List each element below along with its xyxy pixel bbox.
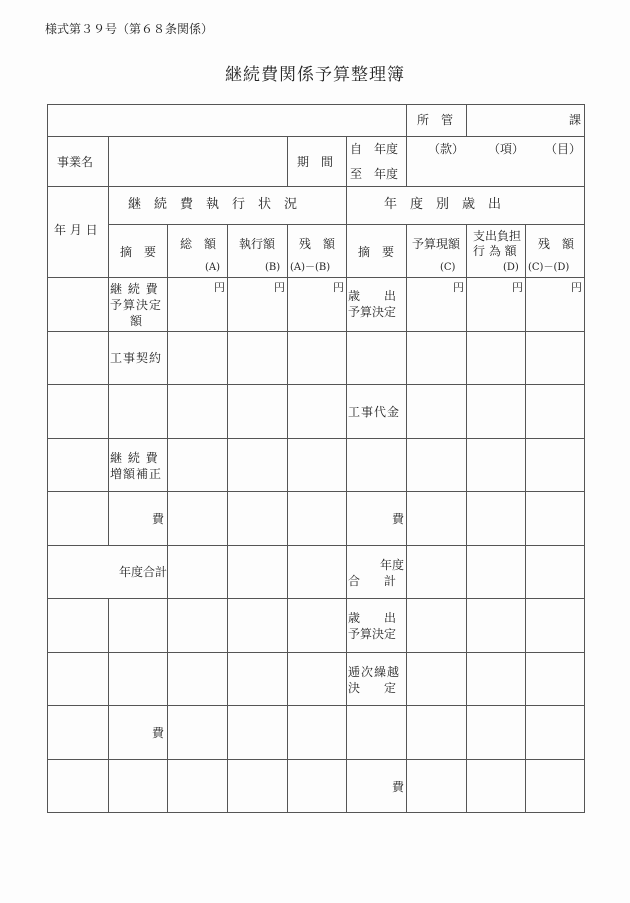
left-col-summary: 摘 要 — [120, 245, 157, 259]
row8-right-line1: 逓次繰越 — [348, 665, 401, 679]
page-title: 継続費関係予算整理簿 — [225, 65, 405, 85]
jigyomei-input[interactable] — [109, 137, 286, 185]
unit-yen: 円 — [333, 281, 344, 294]
top-blank-field[interactable] — [48, 106, 405, 135]
row4-left-line2: 増額補正 — [110, 467, 163, 481]
left-section-title: 継 続 費 執 行 状 況 — [128, 197, 298, 212]
row8-right-line2: 決 定 — [348, 681, 397, 695]
row7-right-line1: 歳 出 — [348, 611, 397, 625]
row4-left-line1: 継 続 費 — [110, 451, 159, 465]
row1-left-line3: 額 — [130, 314, 143, 328]
row3-right: 工事代金 — [348, 405, 401, 419]
right-col-commitment-sub: (D) — [503, 262, 519, 273]
row1-right-line2: 予算決定 — [348, 305, 397, 319]
right-col-budget: 予算現額 — [412, 237, 461, 251]
right-col-commitment-1: 支出負担 — [473, 229, 522, 243]
left-col-executed: 執行額 — [239, 237, 276, 251]
row2-left: 工事契約 — [110, 351, 163, 365]
from-year-label: 自 年度 — [350, 142, 399, 156]
right-col-commitment-2: 行 為 額 — [473, 244, 517, 258]
row1-left-line1: 継 続 費 — [110, 282, 159, 296]
kou-label: （項） — [488, 142, 525, 156]
row6-right-line1: 年度 — [380, 558, 405, 572]
shokan-input[interactable] — [467, 106, 584, 135]
left-col-remaining: 残 額 — [299, 237, 336, 251]
left-col-total-sub: (A) — [205, 262, 221, 273]
left-col-executed-sub: (B) — [265, 262, 281, 273]
row10-right: 費 — [392, 780, 405, 794]
unit-yen: 円 — [512, 281, 523, 294]
left-col-remaining-sub: (A)－(B) — [290, 262, 331, 273]
row6-left: 年度合計 — [119, 565, 168, 579]
shokan-label: 所 管 — [417, 113, 454, 127]
left-col-total: 総 額 — [180, 237, 217, 251]
unit-yen: 円 — [571, 281, 582, 294]
ka-label: 課 — [569, 113, 582, 127]
row9-left: 費 — [152, 726, 165, 740]
row1-left-line2: 予算決定 — [110, 298, 163, 312]
row1-right-line1: 歳 出 — [348, 289, 397, 303]
row5-right: 費 — [392, 512, 405, 526]
row5-left: 費 — [152, 512, 165, 526]
right-col-remaining-sub: (C)－(D) — [528, 262, 570, 273]
row6-right-line2: 合 計 — [348, 574, 397, 588]
kan-label: （款） — [428, 142, 465, 156]
form-number: 様式第３９号（第６８条関係） — [45, 22, 214, 36]
right-col-budget-sub: (C) — [440, 262, 456, 273]
kikan-label: 期 間 — [297, 155, 334, 169]
unit-yen: 円 — [274, 281, 285, 294]
date-column-label: 年 月 日 — [54, 223, 98, 237]
row7-right-line2: 予算決定 — [348, 627, 397, 641]
jigyomei-label: 事業名 — [57, 155, 94, 169]
right-col-summary: 摘 要 — [358, 245, 395, 259]
right-section-title: 年 度 別 歳 出 — [384, 197, 502, 212]
right-col-remaining: 残 額 — [538, 237, 575, 251]
unit-yen: 円 — [453, 281, 464, 294]
to-year-label: 至 年度 — [350, 167, 399, 181]
unit-yen: 円 — [214, 281, 225, 294]
moku-label: （目） — [545, 142, 582, 156]
